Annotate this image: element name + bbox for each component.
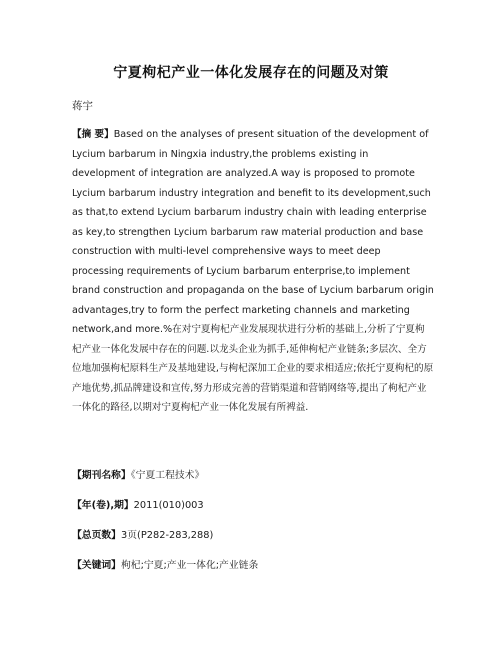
page-count-value: 3页(P282-283,288)	[120, 530, 214, 541]
abstract-text: Based on the analyses of present situation of the development of Lycium barbarum in Ningxia industry,the problems existing in development of integration are analyzed.A way is proposed to promote Lycium barbarum industry integration and benefit to its development,such as that,to extend Lycium barbarum industry chain with leading enterprise as key,to strengthen Lycium barbarum raw material production and base construction with multi-level comprehensive ways to meet deep processing requirements of Lycium barbarum enterprise,to implement brand construction and propaganda on the base of Lycium barbarum origin advantages,try to form the perfect marketing channels and marketing network,and more.%在对宁夏枸杞产业发展现状进行分析的基础上,分析了宁夏枸杞产业一体化发展中存在的问题.以龙头企业为抓手,延伸枸杞产业链条;多层次、全方位地加强枸杞原料生产及基地建设,与枸杞深加工企业的要求相适应;依托宁夏枸杞的原产地优势,抓品牌建设和宣传,努力形成完善的营销渠道和营销网络等,提出了枸杞产业一体化的路径,以期对宁夏枸杞产业一体化发展有所裨益.	[72, 129, 434, 413]
abstract-block	[72, 125, 434, 418]
page-count-row	[72, 527, 213, 541]
journal-value: 《宁夏工程技术》	[130, 470, 205, 481]
page-count-label: 【总页数】	[72, 530, 121, 541]
keywords-value: 枸杞;宁夏;产业一体化;产业链条	[120, 560, 259, 571]
keywords-label: 【关键词】	[72, 560, 121, 571]
year-issue-value: 2011(010)003	[133, 500, 204, 511]
document-title: 宁夏枸杞产业一体化发展存在的问题及对策	[113, 65, 389, 81]
author-name: 蒋宇	[72, 100, 93, 112]
journal-label: 【期刊名称】	[72, 470, 131, 481]
year-issue-row	[72, 497, 204, 511]
year-issue-label: 【年(卷),期】	[72, 500, 134, 511]
journal-name-row	[72, 467, 204, 481]
abstract-label: 【摘 要】	[72, 129, 114, 140]
keywords-row	[72, 557, 258, 571]
